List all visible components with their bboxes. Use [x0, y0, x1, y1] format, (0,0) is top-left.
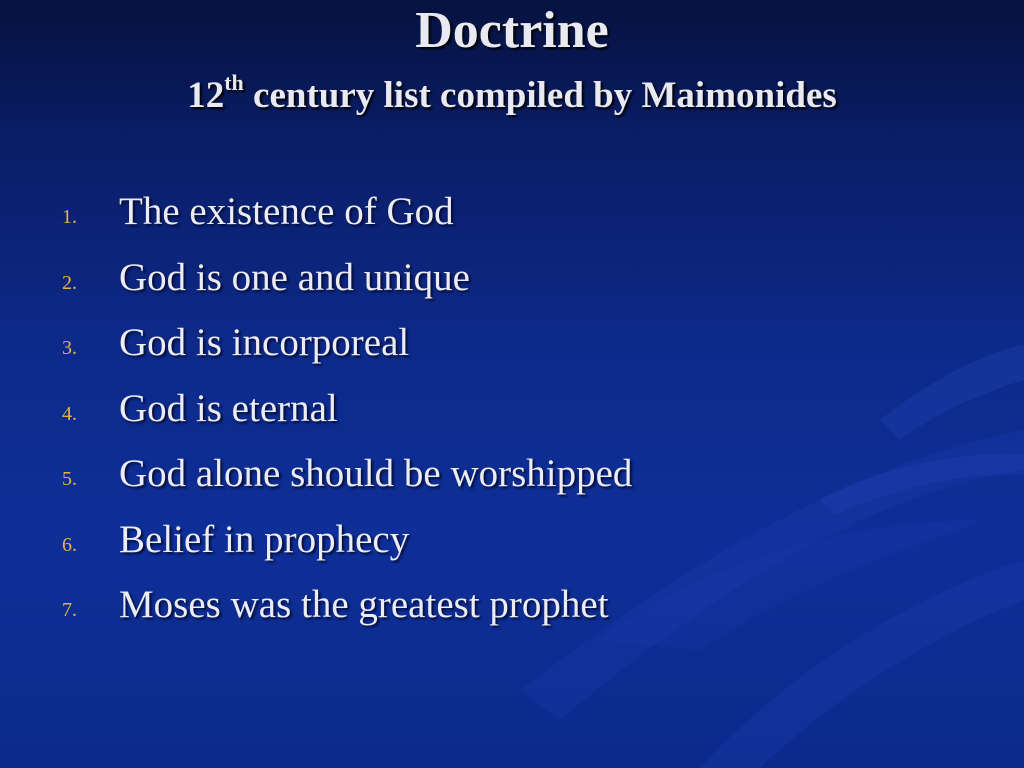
list-item-number: 4.: [62, 402, 77, 425]
list-item-text: Belief in prophecy: [119, 517, 410, 561]
list-item-text: God is incorporeal: [119, 321, 410, 364]
list-item-number: 1.: [62, 206, 77, 228]
list-item-text: The existence of God: [119, 190, 454, 233]
list-item: [0, 514, 1024, 580]
list-item-number: 6.: [62, 533, 77, 556]
subtitle-text: century list compiled by Maimonides: [243, 75, 837, 116]
list-item-text: God is one and unique: [119, 255, 470, 299]
list-item: [0, 317, 1024, 383]
list-item: [0, 186, 1024, 252]
doctrine-list: [0, 186, 1024, 645]
list-item-text: God alone should be worshipped: [119, 452, 633, 495]
list-item-text: God is eternal: [119, 386, 338, 430]
list-item-number: 5.: [62, 468, 77, 490]
list-item-number: 3.: [62, 337, 77, 359]
list-item: [0, 579, 1024, 645]
list-item: [0, 252, 1024, 318]
list-item: [0, 448, 1024, 514]
list-item-number: 7.: [62, 599, 77, 621]
slide-title: Doctrine: [415, 2, 609, 59]
list-item-number: 2.: [62, 271, 77, 294]
subtitle-number: 12: [187, 75, 225, 116]
subtitle-superscript: th: [224, 69, 244, 95]
list-item-text: Moses was the greatest prophet: [119, 583, 609, 626]
list-item: [0, 383, 1024, 449]
slide-subtitle: [0, 69, 1024, 120]
